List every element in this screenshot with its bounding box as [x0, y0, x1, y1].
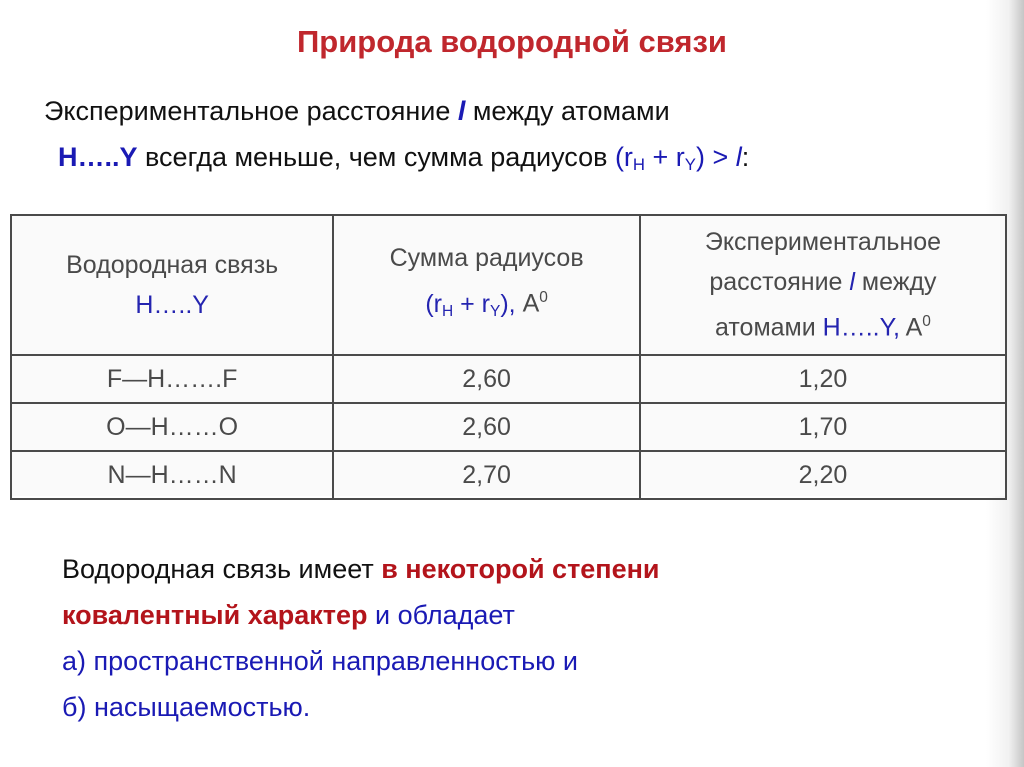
table-header-row [11, 215, 1006, 355]
hydrogen-bond-table [10, 214, 1007, 496]
bond-notation: H…..Y [58, 142, 138, 172]
table-row [11, 355, 1006, 403]
cell-experimental: 2,20 [640, 451, 1006, 499]
intro-line-2: H…..Y всегда меньше, чем сумма радиусов $(r_H + r_Y) > l$: [58, 142, 750, 175]
intro-text [44, 88, 984, 188]
property-item-a: а) пространственной направленностью и [62, 646, 578, 676]
highlight-partial: в некоторой степени [381, 554, 660, 584]
header-bond: Водородная связь H…..Y [11, 215, 333, 355]
intro-line-1: Экспериментальное расстояние l между атомами [44, 96, 670, 126]
cell-experimental: 1,70 [640, 403, 1006, 451]
cell-experimental: 1,20 [640, 355, 1006, 403]
table-row [11, 403, 1006, 451]
distance-symbol: l [457, 96, 466, 126]
cell-radii-sum: 2,60 [333, 355, 640, 403]
cell-bond: N—H……N [11, 451, 333, 499]
radii-formula: $(r_H + r_Y) > l$ [614, 142, 742, 175]
cell-bond: O—H……O [11, 403, 333, 451]
cell-radii-sum: 2,70 [333, 451, 640, 499]
conclusion-line-2: ковалентный характер и обладает [62, 600, 515, 630]
data-table [10, 214, 1007, 500]
header-experimental-distance: Экспериментальное расстояние l между атомами H…..Y, $A^0$ [640, 215, 1006, 355]
cell-radii-sum: 2,60 [333, 403, 640, 451]
conclusion-text [62, 546, 962, 730]
slide-title: Природа водородной связи [297, 24, 727, 59]
cell-bond: F—H…….F [11, 355, 333, 403]
table-row [11, 451, 1006, 499]
header-radii-sum: Сумма радиусов $(r_H + r_Y)$, $A^0$ [333, 215, 640, 355]
highlight-covalent: ковалентный характер [62, 600, 368, 630]
conclusion-line-1: Водородная связь имеет в некоторой степени [62, 554, 660, 584]
property-item-b: б) насыщаемостью. [62, 692, 311, 722]
